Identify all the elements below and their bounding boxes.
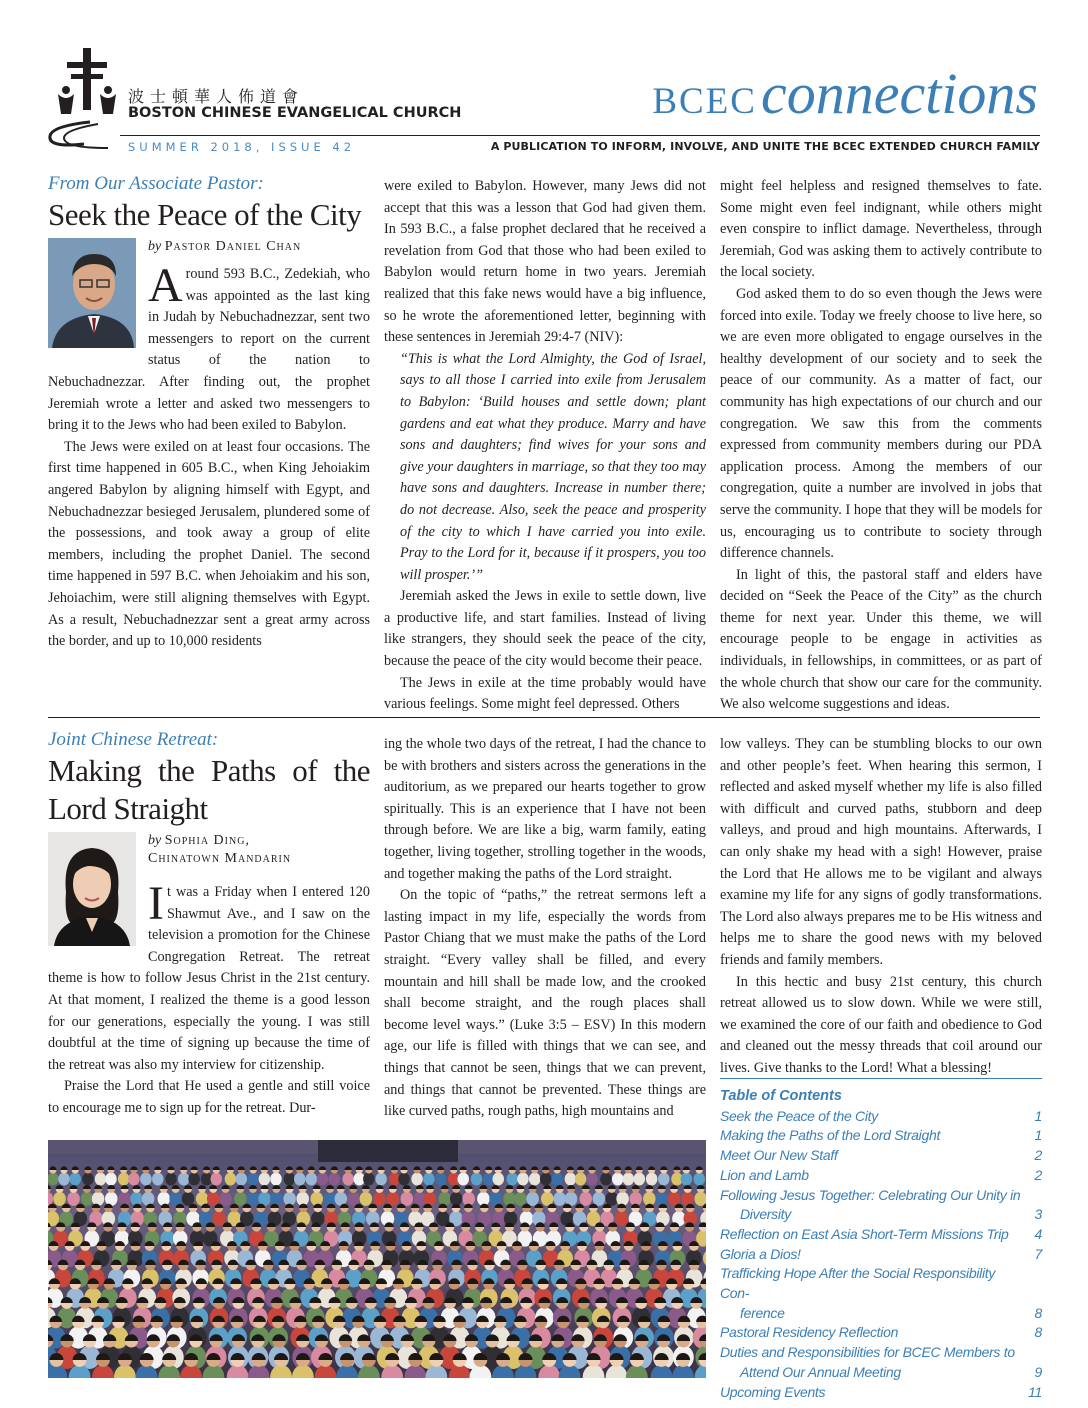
article2-paragraph: On the topic of “paths,” the retreat sermons left a lasting impact in my life, especially the words from Pastor Chiang that we must make the paths of the Lord straight. “Every valley shall be filled, and every mountain and hill shall be made low, and the crooked shall become straight, and the rough places shall become level ways.” (Luke 3:5 – ESV) In this modern age, our life is filled with things that we can see, and things that cannot be seen, things that we can prevent, and things that cannot be prevented. These things are like curved paths, rough paths, high mountains and: [384, 887, 706, 1120]
article2-column2: [384, 734, 706, 1123]
toc-item-page: 11: [1028, 1383, 1042, 1400]
article1-paragraph: were exiled to Babylon. However, many Jews did not accept that this was a lesson that God had given them. In 593 B.C., a false prophet declared that he received a revelation from God that those who had been exiled to Babylon would return home in two years. Jeremiah realized that this fake news would have a big influence, so he wrote the aforementioned letter, beginning with these sentences in Jeremiah 29:4-7 (NIV):: [384, 178, 706, 346]
masthead-connections: connections: [760, 61, 1038, 126]
article1-column2: [384, 176, 706, 716]
toc-item-title: Upcoming Events: [720, 1383, 826, 1400]
section-divider: [48, 717, 1040, 718]
article1-paragraph: In light of this, the pastoral staff and elders have decided on “Seek the Peace of the City” as the church theme for next year. Under this theme, we will encourage people to be engage in activities as individuals, in fellowships, in committees, or as part of the whole church that show our care for the community. We also welcome suggestions and ideas.: [720, 566, 1042, 713]
article1-byline: [148, 238, 370, 256]
toc-item[interactable]: [720, 1107, 1042, 1127]
article2-paragraph: low valleys. They can be stumbling blocks to our own and other people’s feet. When hearing this sermon, I reflected and asked myself whether my life is also filled with difficult and curved paths, stubborn and deep valleys, and proud and high mountains. Afterwards, I can only shake my head with a sigh! However, praise the Lord that He allows me to be vigilant and always examine my life for any signs of godly transformations. The Lord also always prepares me to be His witness and helps me to share the good news with my beloved friends and family members.: [720, 736, 1042, 968]
article2-author-congregation: Chinatown Mandarin: [148, 851, 292, 866]
toc-item[interactable]: [720, 1186, 1042, 1225]
tagline: A PUBLICATION TO INFORM, INVOLVE, AND UNITE THE BCEC EXTENDED CHURCH FAMILY: [490, 140, 1040, 153]
article1-kicker: From Our Associate Pastor:: [48, 173, 264, 194]
toc-title: Table of Contents: [720, 1088, 842, 1104]
toc-item[interactable]: [720, 1225, 1042, 1245]
toc-item[interactable]: [720, 1245, 1042, 1265]
toc-list: [720, 1107, 1042, 1403]
article2-byline: [148, 832, 370, 868]
article1-paragraph: Jeremiah asked the Jews in exile to settle down, live a productive life, and start families. Instead of living like strangers, they should seek the peace of the city, because the peace of the city would become their peace.: [384, 588, 706, 670]
toc-rule: [720, 1078, 1042, 1079]
toc-item[interactable]: [720, 1264, 1042, 1323]
retreat-group-photo: [48, 1140, 706, 1378]
article2-paragraph: It was a Friday when I entered 120 Shawmut Ave., and I saw on the television a promotion for the Chinese Congregation Retreat. The retreat theme is how to follow Jesus Christ in the 21st century. At that moment, I realized the theme is a good lesson for our generations, especially the young. I was still doubtful at the time of signing up because the time of the retreat was also my interview for citizenship.: [48, 877, 370, 1073]
author-photo-sophia-ding: [48, 832, 136, 946]
toc-item[interactable]: [720, 1343, 1042, 1382]
article2-kicker: Joint Chinese Retreat:: [48, 729, 219, 750]
toc-item-title: Pastoral Residency Reflection: [720, 1324, 899, 1341]
church-name-english: BOSTON CHINESE EVANGELICAL CHURCH: [128, 105, 462, 121]
church-name-chinese: 波士頓華人佈道會: [128, 87, 305, 106]
toc-item-page: 9: [1034, 1363, 1042, 1380]
article2-dropcap: I: [148, 877, 164, 930]
article1-column1: [48, 172, 370, 653]
toc-item-page: 1: [1034, 1107, 1042, 1124]
byline-by: by: [148, 833, 162, 848]
scripture-quote: “This is what the Lord Almighty, the God of Israel, says to all those I carried into exile from Jerusalem to Babylon: ‘Build houses and settle down; plant gardens and eat what they produce. Marry and have sons and daughters; find wives for your sons and give your daughters in marriage, so that they too may have sons and daughters. Increase in number there; do not decrease. Also, seek the peace and prosperity of the city to which I have carried you into exile. Pray to the Lord for it, because if it prospers, you too will prosper.’”: [400, 350, 706, 583]
toc-item[interactable]: [720, 1323, 1042, 1343]
article2-paragraph: In this hectic and busy 21st century, this church retreat allowed us to slow down. While we were still, we examined the core of our faith and obedience to God and cleaned out the messy threads that coil around our lives. Give thanks to the Lord! What a blessing!: [720, 973, 1042, 1076]
masthead-bcec: BCEC: [652, 81, 757, 122]
toc-item-title: Gloria a Dios!: [720, 1245, 801, 1262]
toc-item-title: Lion and Lamb: [720, 1166, 809, 1183]
article2-column3: [720, 734, 1042, 1080]
article1-paragraph: The Jews in exile at the time probably would have various feelings. Some might feel depressed. Others: [384, 674, 706, 713]
toc-item-page: 2: [1034, 1166, 1042, 1183]
toc-item-title: Duties and Responsibilities for BCEC Members to Attend Our Annual Meeting: [720, 1344, 1015, 1380]
toc-item-title: Following Jesus Together: Celebrating Our Unity in Diversity: [720, 1186, 1021, 1223]
toc-item-title: Reflection on East Asia Short-Term Missions Trip: [720, 1225, 1009, 1242]
toc-item-title: Seek the Peace of the City: [720, 1107, 878, 1124]
article1-headline: Seek the Peace of the City: [48, 197, 362, 232]
header-rule: [120, 135, 1040, 136]
article2-author: Sophia Ding,: [164, 833, 250, 848]
toc-item-page: 4: [1034, 1225, 1042, 1242]
toc-item-page: 3: [1034, 1206, 1042, 1223]
article2-column1: [48, 728, 370, 1120]
article1-paragraph: might feel helpless and resigned themselves to fate. Some might even feel indignant, while others might even conspire to inflict damage. Nevertheless, through Jeremiah, God was asking them to actively contribute to the local society.: [720, 178, 1042, 281]
toc-item-page: 8: [1034, 1324, 1042, 1341]
toc-item-title: Trafficking Hope After the Social Responsibility Con- ference: [720, 1265, 996, 1321]
toc-item-page: 8: [1034, 1304, 1042, 1321]
toc-item-page: 7: [1034, 1245, 1042, 1262]
article2-paragraph: Praise the Lord that He used a gentle and still voice to encourage me to sign up for the retreat. Dur-: [48, 1078, 370, 1116]
toc-item[interactable]: [720, 1383, 1042, 1403]
issue-label: SUMMER 2018, ISSUE 42: [128, 140, 356, 154]
toc-item-page: 2: [1034, 1147, 1042, 1164]
toc-item-page: 1: [1034, 1127, 1042, 1144]
toc-item-title: Making the Paths of the Lord Straight: [720, 1127, 941, 1144]
article1-column3: [720, 176, 1042, 716]
article1-paragraph: Around 593 B.C., Zedekiah, who was appointed as the last king in Judah by Nebuchadnezzar, sent two messengers to report on the current status of the nation to Nebuchadnezzar. After finding out, the prophet Jeremiah wrote a letter and asked two messengers to bring it to the Jews who had been exiled to Babylon.: [48, 259, 370, 434]
masthead: [652, 60, 1038, 127]
toc-item-title: Meet Our New Staff: [720, 1147, 838, 1164]
byline-by: by: [148, 239, 162, 254]
article2-headline: Making the Paths of the Lord Straight: [48, 753, 370, 826]
article1-dropcap: A: [148, 259, 183, 312]
author-photo-daniel-chan: [48, 238, 136, 348]
toc-item[interactable]: [720, 1146, 1042, 1166]
article1-author: Pastor Daniel Chan: [164, 239, 302, 254]
article1-paragraph: God asked them to do so even though the Jews were forced into exile. Today we freely choose to live here, so we are even more obligated to engage ourselves in the healthy development of our society and to seek the peace of our community. As a matter of fact, our community has high expectations of our church and our congregation. We saw this from the comments expressed from community members during our PDA application process. Among the members of our congregation, quite a number are involved in jobs that serve the community. I hope that they will be models for us, encouraging us to contribute to society through difference channels.: [720, 285, 1042, 562]
article1-paragraph: The Jews were exiled on at least four occasions. The first time happened in 605 B.C., when King Jehoiakim angered Babylon by aligning himself with Egypt, and Nebuchadnezzar besieged Jerusalem, plundered some of the possessions, and took away a group of elite members, including the prophet Daniel. The second time happened in 597 B.C. when Jehoiakim and his son, Jehoiachim, were still aligning themselves with Egypt. As a result, Nebuchadnezzar sent a great army across the border, and up to 10,000 residents: [48, 438, 370, 650]
toc-item[interactable]: [720, 1166, 1042, 1186]
article2-paragraph: ing the whole two days of the retreat, I had the chance to be with brothers and sisters across the generations in the auditorium, as we prepared our hearts together to grow spiritually. This is an experience that I have not been through before. We are like a big, warm family, eating together, living together, strolling together in the woods, and together making the paths of the Lord straight.: [384, 736, 706, 882]
table-of-contents: [720, 1078, 1042, 1402]
toc-item[interactable]: [720, 1126, 1042, 1146]
